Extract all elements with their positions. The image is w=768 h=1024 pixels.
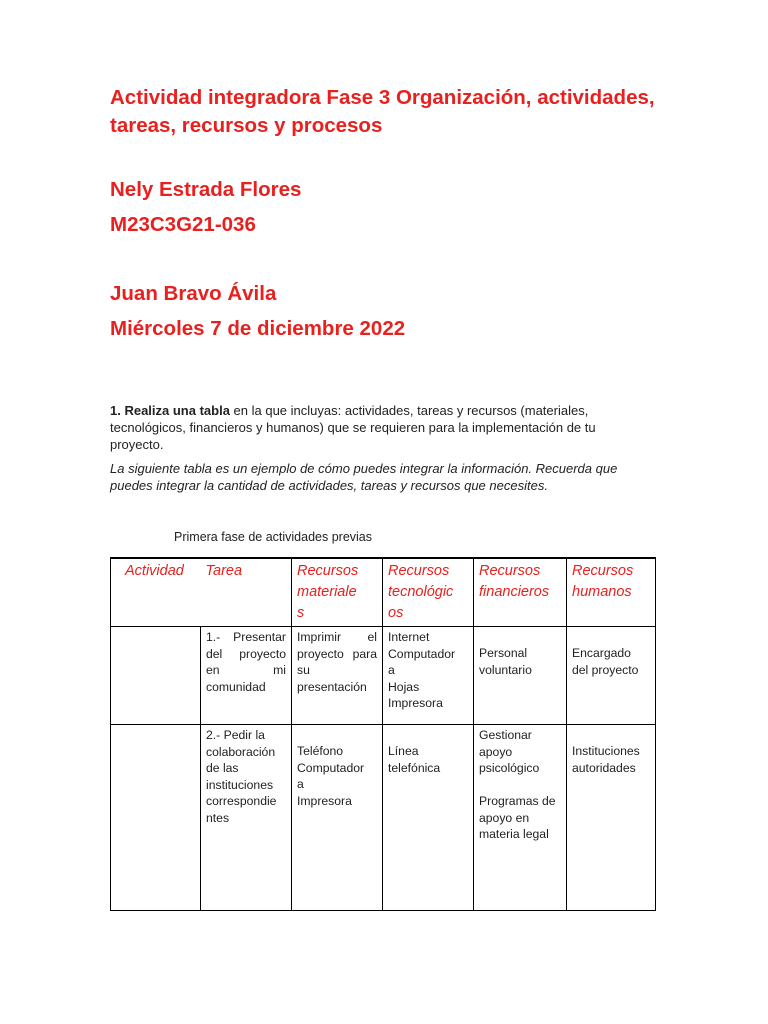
cell-tarea: 1.- Presentar del proyecto en mi comunidad	[201, 627, 292, 725]
cell-actividad	[111, 725, 201, 911]
instructions-note: La siguiente tabla es un ejemplo de cómo puedes integrar la información. Recuerda que puedes integrar la cantidad de actividades, tareas y recursos que necesites.	[110, 461, 618, 493]
activities-table	[110, 557, 656, 911]
table-header-row	[111, 558, 656, 627]
header-recursos-financieros: Recursos financieros	[474, 558, 567, 627]
cell-materiales: Teléfono Computador a Impresora	[292, 725, 383, 911]
header-recursos-materiales: Recursos materiale s	[292, 558, 383, 627]
student-id: M23C3G21-036	[110, 213, 256, 236]
cell-tarea: 2.- Pedir la colaboración de las instituciones correspondie ntes	[201, 725, 292, 911]
instructions-text: en la que incluyas: actividades, tareas y recursos (materiales, tecnológicos, financieros y humanos) que se requieren para la implementación de tu proyecto.	[110, 403, 596, 452]
cell-tecnologicos: Internet Computador a Hojas Impresora	[383, 627, 474, 725]
cell-materiales: Imprimir el proyecto para su presentación	[292, 627, 383, 725]
table-row	[111, 627, 656, 725]
cell-humanos: Encargado del proyecto	[567, 627, 656, 725]
cell-financieros: Gestionar apoyo psicológico Programas de apoyo en materia legal	[474, 725, 567, 911]
header-actividad: Actividad	[111, 558, 201, 627]
tutor-name: Juan Bravo Ávila	[110, 282, 277, 305]
header-tarea: Tarea	[201, 558, 292, 627]
cell-actividad	[111, 627, 201, 725]
header-recursos-humanos: Recursos humanos	[567, 558, 656, 627]
student-name: Nely Estrada Flores	[110, 178, 302, 201]
instructions-paragraph	[110, 402, 645, 453]
table-caption: Primera fase de actividades previas	[174, 530, 373, 544]
instructions-lead: 1. Realiza una tabla	[110, 403, 230, 418]
document-date: Miércoles 7 de diciembre 2022	[110, 317, 406, 340]
document-title: Actividad integradora Fase 3 Organización, actividades, tareas, recursos y procesos	[110, 86, 655, 137]
cell-humanos: Instituciones autoridades	[567, 725, 656, 911]
header-recursos-tecnologicos: Recursos tecnológic os	[383, 558, 474, 627]
cell-tecnologicos: Línea telefónica	[383, 725, 474, 911]
table-row	[111, 725, 656, 911]
cell-financieros: Personal voluntario	[474, 627, 567, 725]
